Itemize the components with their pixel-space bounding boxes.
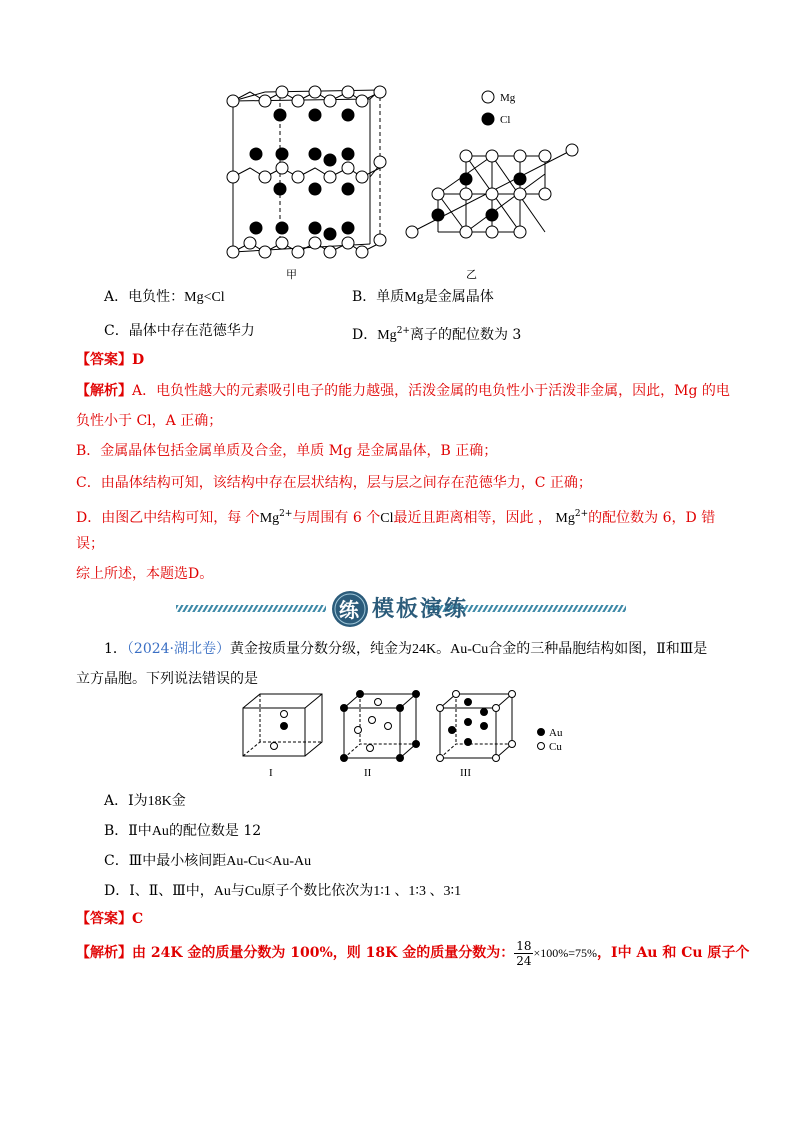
banner-icon-char: 练: [339, 598, 359, 622]
legend-cl-label: Cl: [500, 114, 511, 126]
analysis-line-3: B．金属晶体包括金属单质及合金，单质 Mg 是金属晶体，B 正确；: [76, 443, 498, 459]
q1-option-d: D．Ⅰ、Ⅱ、Ⅲ中，Au与Cu原子个数比依次为1∶1 、1∶3 、3∶1: [104, 883, 462, 899]
figure-label-jia: 甲: [286, 269, 297, 280]
q1-stem-line-1: 1．（2024·湖北卷）黄金按质量分数分级，纯金为24K。Au-Cu合金的三种晶胞结构如图，Ⅱ和Ⅲ是: [104, 641, 708, 657]
figure-label-yi: 乙: [466, 269, 477, 280]
q1-option-b: B．Ⅱ中Au的配位数是 12: [104, 823, 262, 839]
option-d: D．$Mg^{2+}$离子的配位数为 3: [352, 326, 522, 343]
option-c: C．晶体中存在范德华力: [104, 323, 255, 339]
q1-option-c: C．Ⅲ中最小核间距Au-Cu<Au-Au: [104, 853, 312, 869]
q1-analysis-line: 【解析】由 24K 金的质量分数为 100%，则 18K 金的质量分数为： $\frac{18}{24}$ ×100%=75%，Ⅰ中 Au 和 Cu 原子个: [76, 938, 750, 968]
analysis-line-1: 【解析】A．电负性越大的元素吸引电子的能力越强，活泼金属的电负性小于活泼非金属，因此，Mg 的电: [76, 383, 730, 399]
legend-mg-label: Mg: [500, 92, 516, 104]
unit-cells-figure: [238, 690, 568, 780]
q1-stem-line-2: 立方晶胞。下列说法错误的是: [76, 671, 258, 687]
cell-label-2: II: [364, 767, 372, 779]
analysis-conclusion: 综上所述，本题选D。: [76, 566, 214, 582]
legend-au-label: Au: [549, 727, 563, 739]
banner-title: 模板演练: [372, 596, 469, 622]
q1-answer-line: 【答案】C: [76, 911, 144, 927]
q1-option-a: A．Ⅰ为18K金: [104, 793, 186, 809]
analysis-line-5: D．由图乙中结构可知，每 个$Mg^{2+}$与周围有 6 个Cl最近且距离相等，因此 ， $Mg^{2+}$的配位数为 6，D 错: [76, 509, 716, 526]
section-banner: [176, 588, 626, 632]
cell-label-1: I: [269, 767, 273, 779]
analysis-line-6: 误；: [76, 536, 104, 552]
crystal-figure-top: [220, 82, 580, 280]
analysis-line-4: C．由晶体结构可知，该结构中存在层状结构，层与层之间存在范德华力，C 正确；: [76, 475, 592, 491]
option-a: A．电负性：Mg<Cl: [104, 289, 225, 305]
cell-label-3: III: [460, 767, 471, 779]
analysis-line-2: 负性小于 Cl，A 正确；: [76, 413, 223, 429]
legend-cu-label: Cu: [549, 741, 562, 753]
option-b: B．单质Mg是金属晶体: [352, 289, 494, 305]
answer-line: 【答案】D: [76, 352, 145, 368]
